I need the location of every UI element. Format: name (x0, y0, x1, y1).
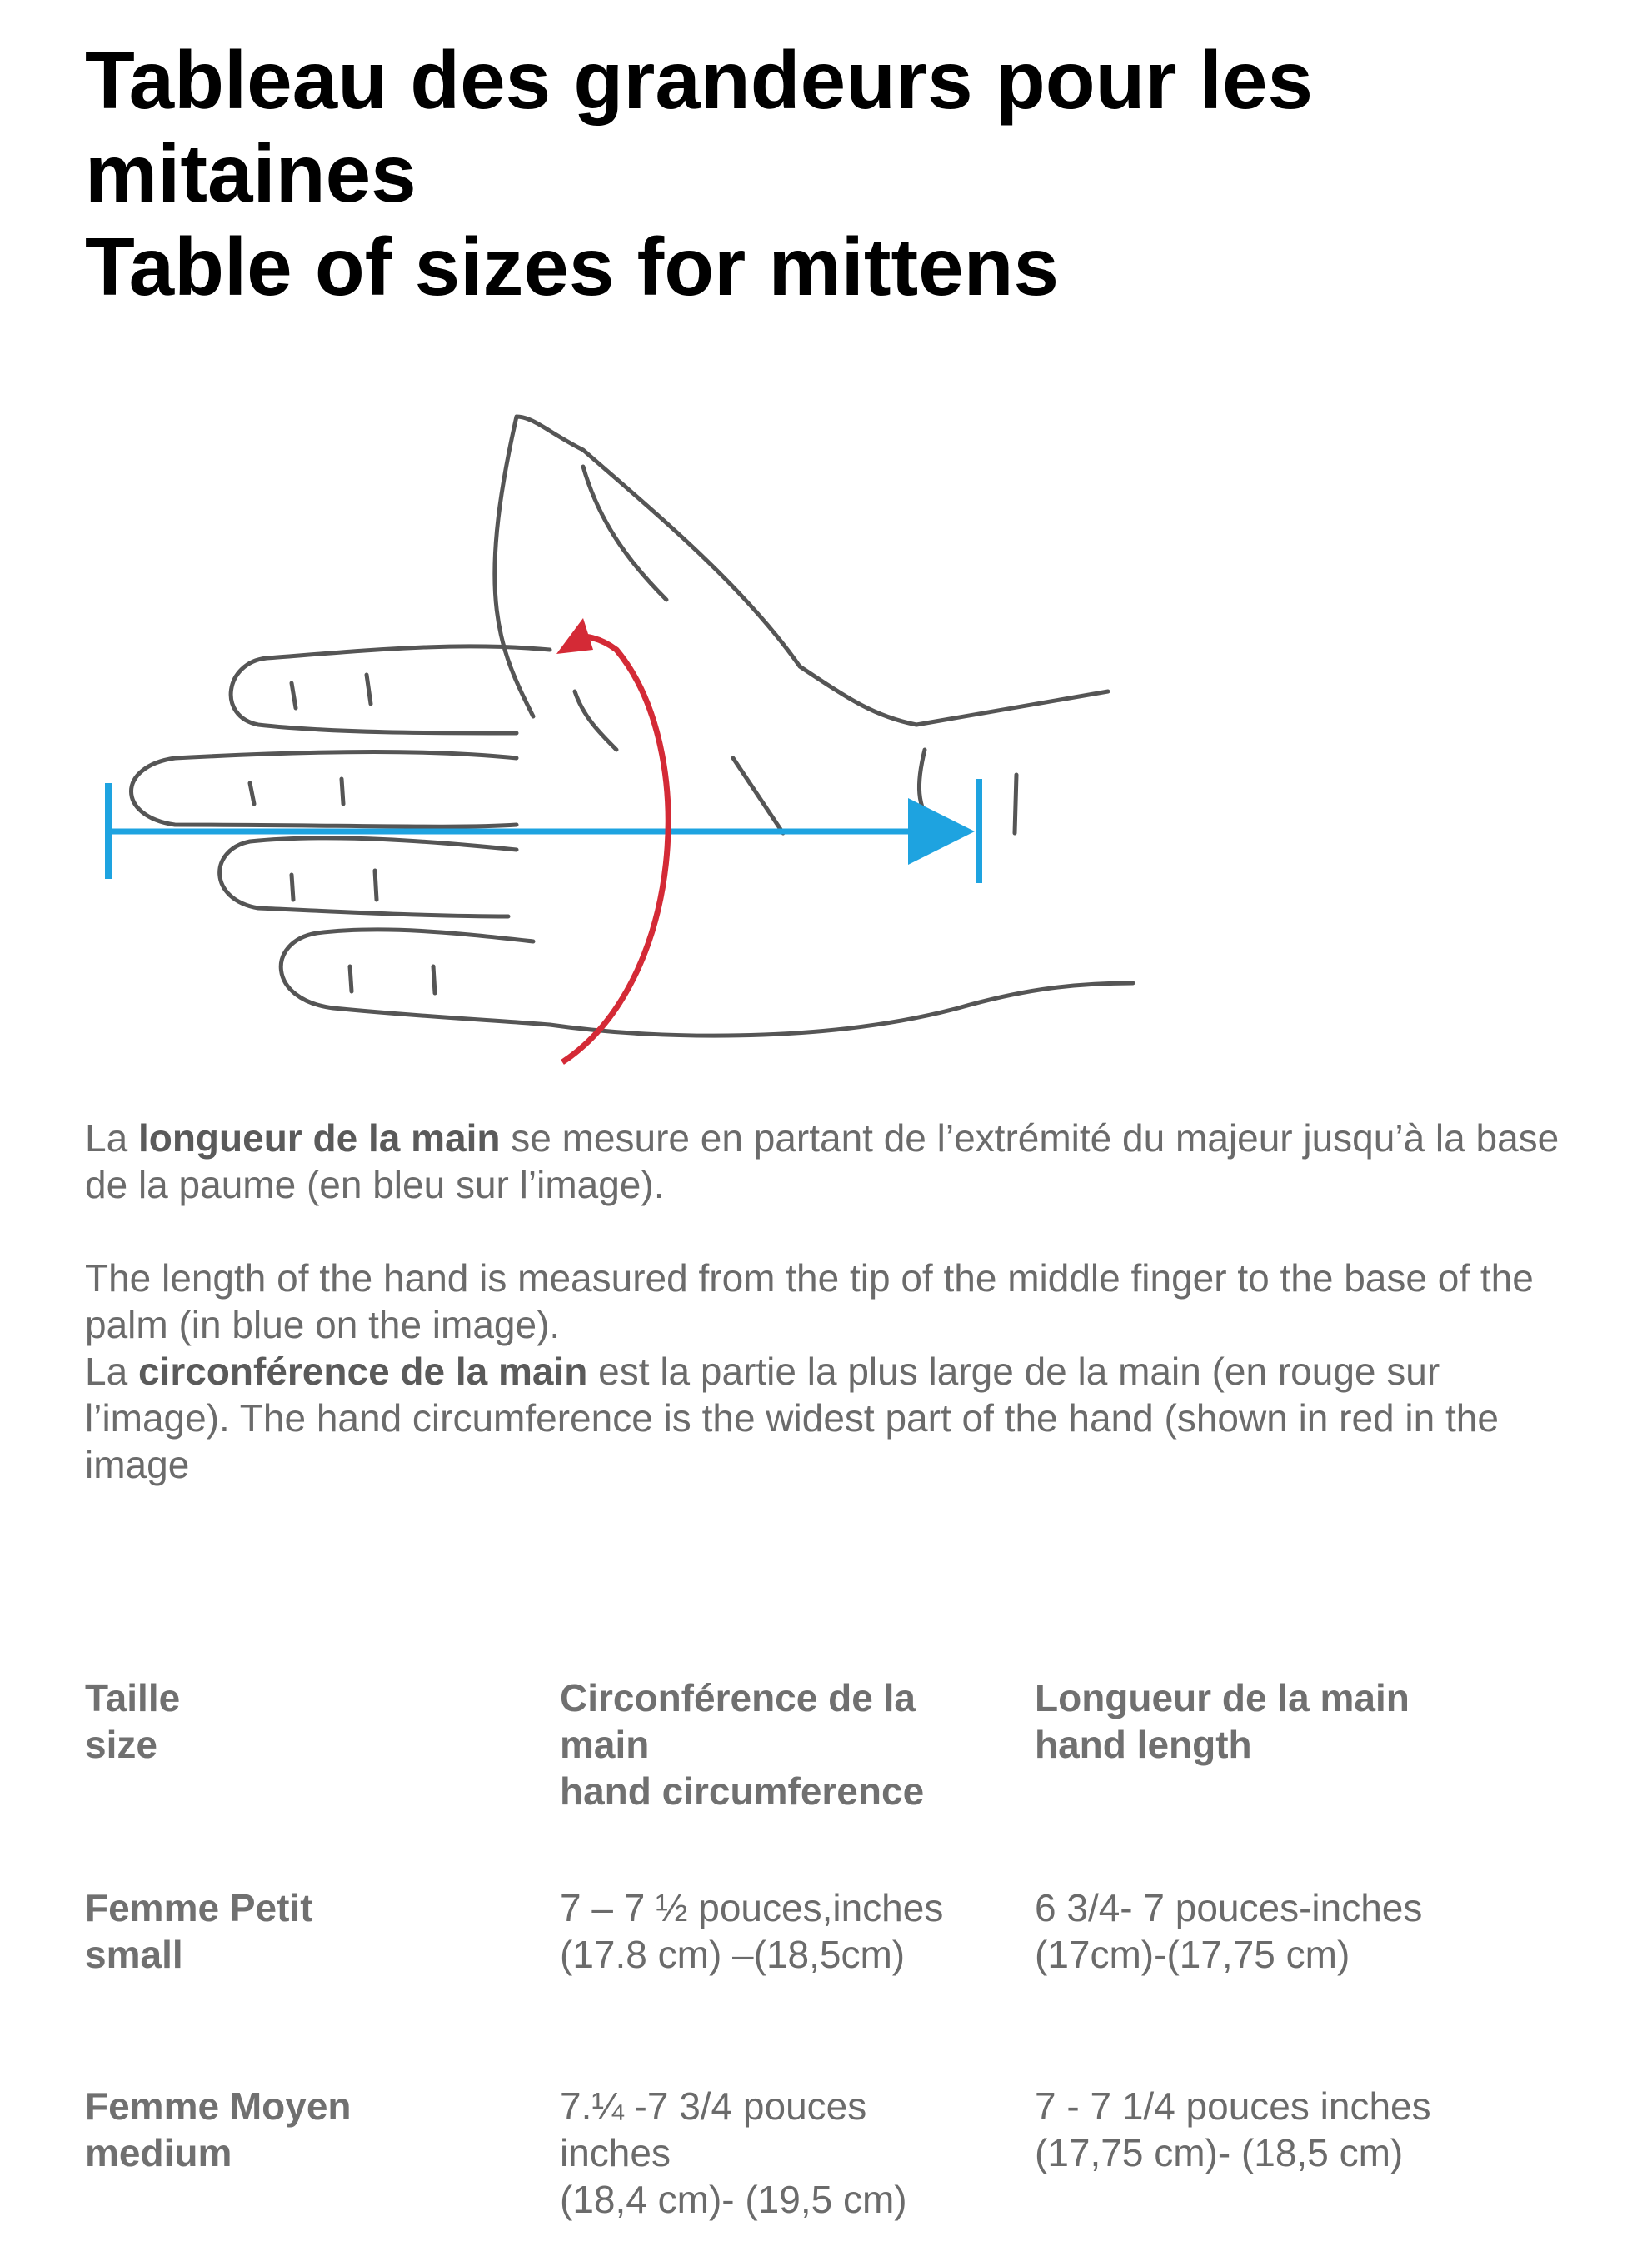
cell-text: medium (85, 2131, 232, 2174)
header-text: hand length (1035, 1723, 1252, 1766)
header-circumference (560, 1675, 1026, 1814)
cell-text: (17,75 cm)- (18,5 cm) (1035, 2131, 1404, 2174)
para-bold-term: longueur de la main (137, 1116, 501, 1160)
cell-text: (18,4 cm)- (19,5 cm) (560, 2178, 907, 2221)
hand-measurement-illustration (83, 400, 1166, 1066)
cell-text: 7.¼ -7 3/4 pouces (560, 2084, 867, 2128)
cell-size (85, 1884, 551, 1978)
para-bold-term: circonférence de la main (137, 1350, 588, 1393)
size-table (85, 1675, 1585, 2221)
hand-outline (132, 417, 1134, 1036)
header-size (85, 1675, 551, 1768)
hand-circumference-paragraph (85, 1348, 1585, 1488)
measurement-instructions (85, 1255, 1585, 1488)
cell-length (1035, 1884, 1585, 1978)
cell-text: inches (560, 2131, 671, 2174)
header-text: main (560, 1723, 650, 1766)
para-text: La (85, 1350, 138, 1393)
header-text: hand circumference (560, 1769, 925, 1813)
cell-text: Femme Petit (85, 1886, 313, 1929)
cell-text: 7 – 7 ½ pouces,inches (560, 1886, 944, 1929)
page-title (85, 33, 1585, 313)
table-header-row (85, 1675, 1585, 1841)
header-text: size (85, 1723, 157, 1766)
para-text: est la partie la plus large de la main (en rouge sur l’image). The hand circumference is the widest part of the hand (shown in red in the image (85, 1350, 1499, 1486)
cell-text: Femme Moyen (85, 2084, 352, 2128)
hand-circumference-arrow (556, 618, 668, 1062)
cell-text: 6 3/4- 7 pouces-inches (1035, 1886, 1423, 1929)
title-line-2: mitaines (85, 127, 417, 219)
para-text: se mesure en partant de l’extrémité du majeur jusqu’à la base de la paume (en bleu sur l’image). (85, 1116, 1560, 1206)
cell-circumference (560, 2083, 1026, 2223)
cell-text: (17.8 cm) –(18,5cm) (560, 1933, 906, 1976)
cell-text: 7 - 7 1/4 pouces inches (1035, 2084, 1431, 2128)
cell-text: small (85, 1933, 183, 1976)
header-text: Longueur de la main (1035, 1676, 1410, 1719)
para-text: La (85, 1116, 138, 1160)
hand-length-arrow (108, 779, 979, 883)
header-text: Circonférence de la (560, 1676, 916, 1719)
hand-length-fr-paragraph (85, 1115, 1585, 1208)
title-line-3: Table of sizes for mittens (85, 221, 1059, 312)
cell-length (1035, 2083, 1585, 2176)
title-line-1: Tableau des grandeurs pour les (85, 34, 1314, 126)
cell-circumference (560, 1884, 1026, 1978)
header-text: Taille (85, 1676, 181, 1719)
hand-length-en-paragraph: The length of the hand is measured from the tip of the middle finger to the base of the palm (in blue on the image). (85, 1256, 1534, 1346)
cell-text: (17cm)-(17,75 cm) (1035, 1933, 1350, 1976)
cell-size (85, 2083, 551, 2176)
header-length (1035, 1675, 1585, 1768)
